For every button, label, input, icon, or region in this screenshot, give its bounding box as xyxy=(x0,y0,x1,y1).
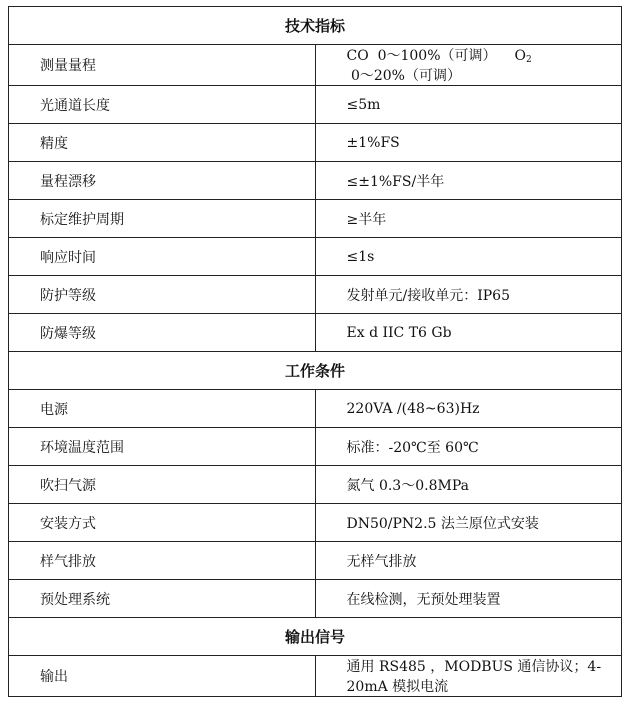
row-value: 在线检测，无预处理装置 xyxy=(315,580,622,618)
row-label: 响应时间 xyxy=(9,238,316,276)
table-row xyxy=(9,238,622,276)
table-row xyxy=(9,390,622,428)
row-label: 光通道长度 xyxy=(9,86,316,124)
table-row xyxy=(9,656,622,697)
table-row xyxy=(9,162,622,200)
row-value: 氮气 0.3～0.8MPa xyxy=(315,466,622,504)
row-value: DN50/PN2.5 法兰原位式安装 xyxy=(315,504,622,542)
spec-table xyxy=(8,6,622,697)
table-row xyxy=(9,314,622,352)
row-value: 220VA /(48~63)Hz xyxy=(315,390,622,428)
table-row xyxy=(9,542,622,580)
row-label: 预处理系统 xyxy=(9,580,316,618)
row-value: 无样气排放 xyxy=(315,542,622,580)
row-value: ≥半年 xyxy=(315,200,622,238)
row-value xyxy=(315,45,622,86)
row-value: 标准：-20℃至 60℃ xyxy=(315,428,622,466)
row-value: 通用 RS485 ，MODBUS 通信协议；4-20mA 模拟电流 xyxy=(315,656,622,697)
range-o2-sub: 2 xyxy=(526,55,532,65)
section-title: 工作条件 xyxy=(9,352,622,390)
table-row xyxy=(9,200,622,238)
section-title: 输出信号 xyxy=(9,618,622,656)
row-label: 样气排放 xyxy=(9,542,316,580)
table-row xyxy=(9,580,622,618)
row-value: 发射单元/接收单元：IP65 xyxy=(315,276,622,314)
section-title: 技术指标 xyxy=(9,7,622,45)
range-o2-prefix: O xyxy=(514,48,527,64)
range-o2-rest: 0～20%（可调） xyxy=(346,68,461,84)
row-label: 精度 xyxy=(9,124,316,162)
section-header-output xyxy=(9,618,622,656)
row-label: 吹扫气源 xyxy=(9,466,316,504)
row-label: 测量量程 xyxy=(9,45,316,86)
row-value: ≤±1%FS/半年 xyxy=(315,162,622,200)
row-label: 标定维护周期 xyxy=(9,200,316,238)
row-label: 电源 xyxy=(9,390,316,428)
table-row xyxy=(9,124,622,162)
row-label: 量程漂移 xyxy=(9,162,316,200)
table-row xyxy=(9,466,622,504)
row-label: 防爆等级 xyxy=(9,314,316,352)
row-value: Ex d IIC T6 Gb xyxy=(315,314,622,352)
row-value: ±1%FS xyxy=(315,124,622,162)
table-row xyxy=(9,45,622,86)
row-value: ≤1s xyxy=(315,238,622,276)
table-row xyxy=(9,276,622,314)
section-header-conditions xyxy=(9,352,622,390)
row-value: ≤5m xyxy=(315,86,622,124)
row-label: 环境温度范围 xyxy=(9,428,316,466)
table-row xyxy=(9,504,622,542)
table-row xyxy=(9,428,622,466)
range-co: CO 0～100%（可调） xyxy=(346,48,497,64)
row-label: 输出 xyxy=(9,656,316,697)
table-row xyxy=(9,86,622,124)
row-label: 安装方式 xyxy=(9,504,316,542)
row-label: 防护等级 xyxy=(9,276,316,314)
section-header-tech xyxy=(9,7,622,45)
